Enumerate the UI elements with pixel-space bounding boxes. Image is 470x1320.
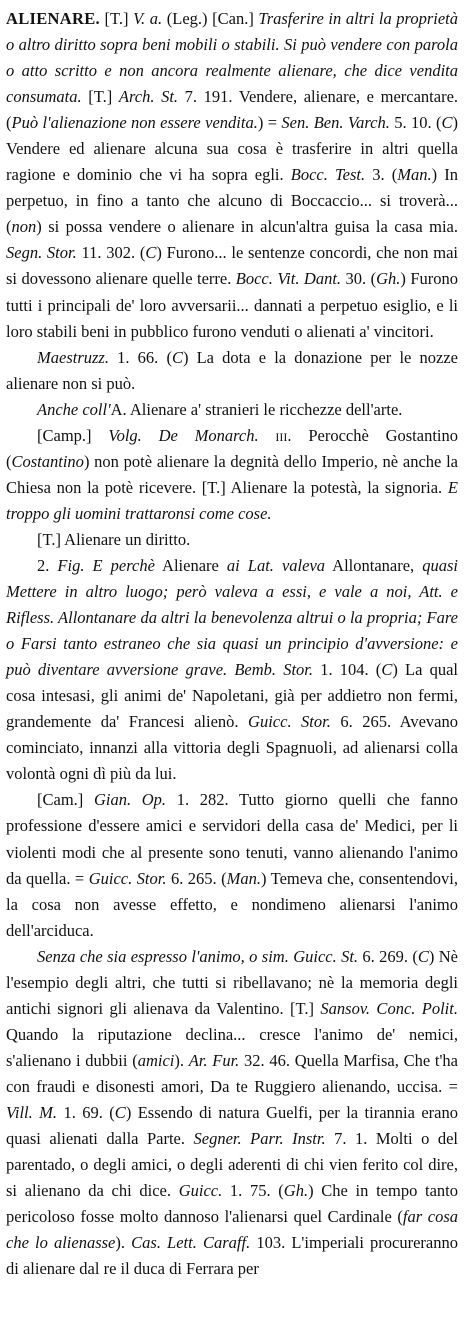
italic-run: V. a. <box>133 9 163 28</box>
italic-run: Guicc. Stor. <box>248 712 331 732</box>
italic-run: C <box>145 243 157 263</box>
italic-run: ai Lat. valeva <box>226 555 326 575</box>
italic-run: Segn. Stor. <box>6 243 77 263</box>
entry-paragraph-arte <box>6 397 458 423</box>
text-run: 1. 66. ( <box>108 347 172 367</box>
text-run: 103. L'imperiali procureranno di alienare dal re il duca di Ferrara per <box>6 1233 459 1279</box>
text-run: ) = <box>257 113 282 133</box>
text-run: A. Alienare a' stranieri le ricchezze dell'arte. <box>110 399 403 419</box>
italic-run: Può l'alienazione non essere vendita. <box>11 113 258 133</box>
italic-run: C <box>441 113 453 133</box>
entry-paragraph-giannotti <box>6 787 458 943</box>
text-run: [Cam.] <box>37 790 94 810</box>
text-run: ) Nè l'esempio degli altri, che tutti si ribellavano; nè la memoria degli antichi signori gli alienava da Valentino. [T.] <box>6 946 459 1018</box>
entry-paragraph-maestruzzo <box>6 345 458 397</box>
text-run: Allontanare, <box>325 555 423 575</box>
italic-run: Gh. <box>283 1181 309 1201</box>
italic-run: Arch. St. <box>118 87 179 107</box>
italic-run: Volg. De Monarch. <box>108 425 259 445</box>
italic-run: Ar. Fur. <box>188 1050 240 1070</box>
text-run: ) Furono... le sentenze concordi, che non mai si dovessono alienare quelle terre. <box>6 243 458 289</box>
text-run: ). <box>115 1233 132 1253</box>
text-run: 7. 191. Vendere, alienare, e mercantare. ( <box>6 87 459 133</box>
italic-run: Man. <box>397 165 432 185</box>
text-run: ) Che in tempo tanto pericoloso fosse molto dannoso l'alienarsi quel Cardinale ( <box>6 1181 458 1227</box>
text-run: 7. 1. Molti o del parentado, o degli amici, o degli aderenti di chi vien ferito col dire, si alienano da chi dice. <box>6 1129 458 1201</box>
text-run: ) La dota e la donazione per le nozze alienare non si può. <box>6 347 458 393</box>
italic-run: E troppo gli uomini trattaronsi come cose. <box>6 477 458 523</box>
text-run: 6. 265. Avevano cominciato, innanzi alla vittoria degli Spagnuoli, ad alienarsi colla volontà ogni dì più da lui. <box>6 712 458 784</box>
italic-run: Cas. Lett. Caraff. <box>131 1233 251 1253</box>
text-run: 6. 269. ( <box>358 946 418 966</box>
italic-run: Vill. M. <box>6 1102 58 1122</box>
italic-run: Sansov. Conc. Polit. <box>320 998 458 1018</box>
italic-run: Fig. E perchè <box>57 555 155 575</box>
text-run: . Perocchè Gostantino ( <box>6 425 459 471</box>
text-run: 32. 46. Quella Marfisa, Che t'ha con fraudi e disonesti amori, Da te Ruggiero alienando, uccisa. = <box>6 1050 459 1096</box>
text-run: ) La qual cosa intesasi, gli animi de' Napoletani, già per addietro non fermi, grandemente da' Francesi alienò. <box>6 660 458 732</box>
italic-run: C <box>171 347 183 367</box>
text-run: Quando la riputazione declina... cresce l'animo de' nemici, s'alienano i dubbii ( <box>6 1024 458 1070</box>
text-run: 1. 282. Tutto giorno quelli che fanno professione d'essere amici e servidori della casa de' Medici, per li violenti modi che al presente sono tenuti, vanno alienando l'animo da quella. = <box>6 790 458 888</box>
italic-run: Bocc. Test. <box>290 165 366 185</box>
italic-run: Man. <box>226 868 261 888</box>
text-run: 2. <box>37 555 58 575</box>
text-run: 1. 104. ( <box>313 660 382 680</box>
text-run: 11. 302. ( <box>76 243 146 263</box>
text-run: 3. ( <box>365 165 398 185</box>
text-run: 1. 69. ( <box>57 1102 115 1122</box>
text-run: ) Furono tutti i principali de' loro avversarii... dannati a perpetuo esiglio, e li loro stabili beni in pubblico furono venduti o alienati a' vincitori. <box>6 269 459 341</box>
italic-run: Sen. Ben. Varch. <box>281 113 390 133</box>
text-run: ) Vendere ed alienare alcuna sua cosa è trasferire in altri quella ragione e dominio che vi ha sopra egli. <box>6 113 459 185</box>
text-run: ). <box>174 1050 189 1070</box>
text-run: ) Temeva che, consentendovi, la cosa non avesse effetto, e nondimeno alienarsi l'animo dell'arciduca. <box>6 868 459 940</box>
text-run: iii <box>275 425 288 445</box>
text-run: ) non potè alienare la degnità dello Imperio, nè anche la Chiesa non la potè ricevere. [T.] Alienare la potestà, la signoria. <box>6 451 458 497</box>
italic-run: far cosa che lo alienasse <box>6 1207 458 1253</box>
entry-paragraph-monarchia <box>6 423 458 527</box>
italic-run: Anche coll' <box>37 399 111 419</box>
text-run: ) Essendo di natura Guelfi, per la tirannia erano quasi alienati dalla Parte. <box>6 1102 459 1149</box>
entry-paragraph-definition <box>6 6 458 345</box>
italic-run: Guicc. <box>178 1181 223 1201</box>
italic-run: Gian. Op. <box>93 790 167 810</box>
italic-run: Costantino <box>11 451 84 471</box>
italic-run: Maestruzz. <box>37 347 109 367</box>
italic-run: non <box>11 217 37 237</box>
text-run: (Leg.) [Can.] <box>162 9 259 28</box>
text-run: [Camp.] <box>37 425 109 445</box>
italic-run: Trasferire in altri la proprietà o altro diritto sopra beni mobili o stabili. Si può vendere con parola o atto scritto e non ancora realmente alienare, che dice vendita consumata. <box>6 9 459 107</box>
entry-headword: ALIENARE. <box>6 9 100 28</box>
text-run: 6. 265. ( <box>166 868 227 888</box>
text-run: 5. 10. ( <box>389 113 442 133</box>
italic-run: C <box>417 946 429 966</box>
entry-paragraph-senza-animo <box>6 944 458 1283</box>
entry-paragraph-diritto <box>6 527 458 553</box>
italic-run: quasi Mettere in altro luogo; però valeva a essi, e vale a noi, Att. e Rifless. Allontanare da altri la benevolenza altrui o la propria; Fare o Farsi tanto estraneo che sia quasi un principio d'avversione: e può diventare avversione grave. Bemb. Stor. <box>6 555 458 680</box>
text-run: ) si possa vendere o alienare in alcun'altra guisa la casa mia. <box>36 217 458 237</box>
text-run: ) In perpetuo, in fino a tanto che alcuno di Boccaccio... si troverà... ( <box>6 165 459 237</box>
italic-run: C <box>381 660 393 680</box>
text-run <box>259 426 276 445</box>
text-run: [T.] <box>81 87 119 107</box>
text-run: 30. ( <box>341 269 377 289</box>
italic-run: C <box>114 1102 126 1122</box>
text-run: Alienare <box>154 555 227 575</box>
text-run: [T.] Alienare un diritto. <box>37 529 191 549</box>
text-run: [T.] <box>99 9 134 28</box>
italic-run: Gh. <box>376 269 401 289</box>
italic-run: Guicc. Stor. <box>88 868 167 888</box>
italic-run: Senza che sia espresso l'animo, o sim. Guicc. St. <box>37 946 359 966</box>
entry-paragraph-sense-2 <box>6 553 458 787</box>
text-run: 1. 75. ( <box>222 1181 284 1201</box>
italic-run: Bocc. Vit. Dant. <box>235 269 342 289</box>
italic-run: Segner. Parr. Instr. <box>193 1129 326 1149</box>
italic-run: amici <box>137 1050 175 1070</box>
